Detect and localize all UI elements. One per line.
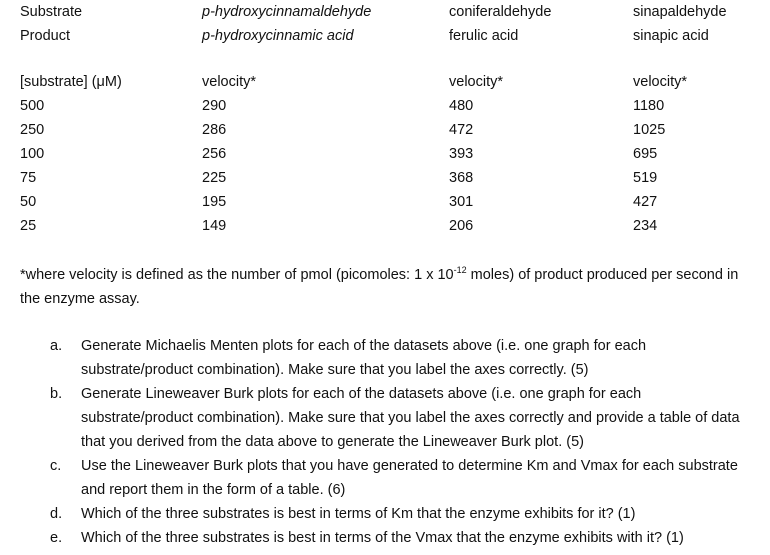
product-name-2: ferulic acid bbox=[449, 28, 519, 44]
table-cell: 225 bbox=[202, 170, 227, 186]
question-letter: b. bbox=[50, 386, 63, 402]
velocity-footnote bbox=[20, 263, 750, 311]
table-cell: 195 bbox=[202, 194, 227, 210]
question-letter: a. bbox=[50, 338, 63, 354]
question-text: Which of the three substrates is best in terms of the Vmax that the enzyme exhibits with it? (1) bbox=[81, 530, 684, 546]
table-cell: 500 bbox=[20, 98, 45, 114]
footnote-text-end: moles) of product produced per second in the enzyme assay. bbox=[20, 267, 739, 307]
question-list bbox=[50, 334, 755, 550]
question-text: Which of the three substrates is best in terms of Km that the enzyme exhibits for it? (1) bbox=[81, 506, 636, 522]
table-cell: 50 bbox=[20, 194, 37, 210]
question-item bbox=[50, 382, 755, 454]
table-cell: 695 bbox=[633, 146, 658, 162]
table-cell: 301 bbox=[449, 194, 474, 210]
table-cell: 234 bbox=[633, 218, 658, 234]
table-cell: 286 bbox=[202, 122, 227, 138]
question-item bbox=[50, 454, 755, 502]
question-letter: c. bbox=[50, 458, 62, 474]
table-cell: 1180 bbox=[633, 98, 665, 114]
col-header-velocity-2: velocity* bbox=[449, 74, 503, 90]
substrate-name-1: p-hydroxycinnamaldehyde bbox=[202, 4, 372, 20]
table-cell: 75 bbox=[20, 170, 37, 186]
col-header-velocity-1: velocity* bbox=[202, 74, 256, 90]
substrate-name-2: coniferaldehyde bbox=[449, 4, 552, 20]
question-text: Generate Michaelis Menten plots for each of the datasets above (i.e. one graph for each substrate/product combination). Make sure that you label the axes correctly. (5) bbox=[81, 338, 647, 378]
col-header-velocity-3: velocity* bbox=[633, 74, 687, 90]
footnote-exponent: -12 bbox=[453, 265, 467, 275]
table-cell: 256 bbox=[202, 146, 227, 162]
table-cell: 25 bbox=[20, 218, 37, 234]
table-cell: 100 bbox=[20, 146, 45, 162]
question-letter: d. bbox=[50, 506, 63, 522]
table-cell: 290 bbox=[202, 98, 227, 114]
question-item bbox=[50, 334, 755, 382]
table-cell: 519 bbox=[633, 170, 658, 186]
question-letter: e. bbox=[50, 530, 63, 546]
table-cell: 250 bbox=[20, 122, 45, 138]
table-cell: 206 bbox=[449, 218, 474, 234]
question-item bbox=[50, 502, 755, 526]
product-name-1: p-hydroxycinnamic acid bbox=[202, 28, 354, 44]
table-cell: 427 bbox=[633, 194, 658, 210]
question-item bbox=[50, 526, 755, 550]
table-cell: 1025 bbox=[633, 122, 666, 138]
product-name-3: sinapic acid bbox=[633, 28, 709, 44]
col-header-substrate: [substrate] (μM) bbox=[20, 74, 122, 90]
table-cell: 472 bbox=[449, 122, 474, 138]
question-text: Generate Lineweaver Burk plots for each of the datasets above (i.e. one graph for each substrate/product combination). Make sure that you label the axes correctly and provide a table of data that you derived from the data above to generate the Lineweaver Burk plot. (5) bbox=[81, 386, 740, 450]
table-cell: 368 bbox=[449, 170, 474, 186]
substrate-label: Substrate bbox=[20, 4, 83, 20]
table-cell: 149 bbox=[202, 218, 227, 234]
substrate-name-3: sinapaldehyde bbox=[633, 4, 727, 20]
question-text: Use the Lineweaver Burk plots that you have generated to determine Km and Vmax for each substrate and report them in the form of a table. (6) bbox=[81, 458, 738, 498]
footnote-text-start: *where velocity is defined as the number of pmol (picomoles: 1 x 10 bbox=[20, 267, 454, 283]
table-cell: 480 bbox=[449, 98, 474, 114]
table-cell: 393 bbox=[449, 146, 474, 162]
product-label: Product bbox=[20, 28, 70, 44]
